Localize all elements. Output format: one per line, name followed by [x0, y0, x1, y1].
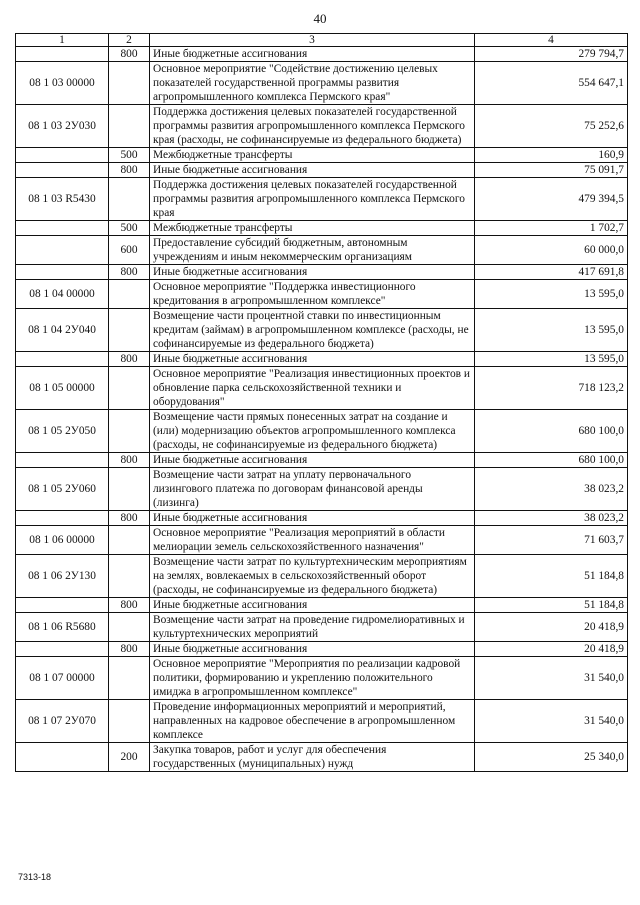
row-amount-cell: 51 184,8	[475, 555, 628, 598]
table-row	[16, 700, 628, 743]
table-row	[16, 367, 628, 410]
row-name-cell: Возмещение части затрат на проведение гидромелиоративных и культуртехнических мероприятий	[150, 613, 475, 642]
row-code-cell: 08 1 07 00000	[16, 657, 109, 700]
row-amount-cell: 51 184,8	[475, 598, 628, 613]
table-row	[16, 453, 628, 468]
row-expense-type-cell: 800	[109, 453, 150, 468]
row-code-cell	[16, 148, 109, 163]
row-code-cell: 08 1 06 00000	[16, 526, 109, 555]
row-name-cell: Возмещение части затрат по культуртехническим мероприятиям на землях, вовлекаемых в сельскохозяйственный оборот (расходы, не софинансируемые из федерального бюджета)	[150, 555, 475, 598]
row-code-cell	[16, 352, 109, 367]
row-expense-type-cell: 500	[109, 148, 150, 163]
row-code-cell	[16, 642, 109, 657]
row-name-cell: Иные бюджетные ассигнования	[150, 47, 475, 62]
table-row	[16, 178, 628, 221]
row-amount-cell: 417 691,8	[475, 265, 628, 280]
table-row	[16, 105, 628, 148]
row-name-cell: Иные бюджетные ассигнования	[150, 511, 475, 526]
row-expense-type-cell: 800	[109, 163, 150, 178]
row-amount-cell: 20 418,9	[475, 642, 628, 657]
table-row	[16, 236, 628, 265]
row-expense-type-cell	[109, 178, 150, 221]
row-name-cell: Основное мероприятие "Реализация инвестиционных проектов и обновление парка сельскохозяйственной техники и оборудования"	[150, 367, 475, 410]
table-row	[16, 613, 628, 642]
row-amount-cell: 25 340,0	[475, 743, 628, 772]
row-name-cell: Межбюджетные трансферты	[150, 148, 475, 163]
column-header: 1	[16, 34, 109, 47]
row-expense-type-cell: 800	[109, 642, 150, 657]
row-expense-type-cell	[109, 555, 150, 598]
row-expense-type-cell	[109, 700, 150, 743]
row-code-cell	[16, 221, 109, 236]
table-row	[16, 410, 628, 453]
row-expense-type-cell: 800	[109, 47, 150, 62]
table-row	[16, 280, 628, 309]
page-number: 40	[313, 11, 327, 26]
row-name-cell: Основное мероприятие "Реализация мероприятий в области мелиорации земель сельскохозяйственного назначения"	[150, 526, 475, 555]
row-code-cell	[16, 47, 109, 62]
row-expense-type-cell	[109, 657, 150, 700]
row-code-cell	[16, 511, 109, 526]
budget-table	[15, 33, 628, 772]
row-code-cell	[16, 743, 109, 772]
row-amount-cell: 31 540,0	[475, 700, 628, 743]
table-row	[16, 352, 628, 367]
column-header: 4	[475, 34, 628, 47]
row-name-cell: Предоставление субсидий бюджетным, автономным учреждениям и иным некоммерческим организациям	[150, 236, 475, 265]
row-code-cell: 08 1 05 2У050	[16, 410, 109, 453]
table-body	[16, 47, 628, 772]
row-code-cell: 08 1 03 00000	[16, 62, 109, 105]
row-amount-cell: 718 123,2	[475, 367, 628, 410]
row-amount-cell: 20 418,9	[475, 613, 628, 642]
row-code-cell	[16, 236, 109, 265]
row-name-cell: Проведение информационных мероприятий и мероприятий, направленных на кадровое обеспечение в агропромышленном комплексе	[150, 700, 475, 743]
row-name-cell: Основное мероприятие "Поддержка инвестиционного кредитования в агропромышленном комплексе"	[150, 280, 475, 309]
row-code-cell	[16, 453, 109, 468]
row-expense-type-cell	[109, 309, 150, 352]
row-expense-type-cell	[109, 62, 150, 105]
row-amount-cell: 31 540,0	[475, 657, 628, 700]
row-code-cell: 08 1 06 R5680	[16, 613, 109, 642]
row-name-cell: Возмещение части процентной ставки по инвестиционным кредитам (займам) в агропромышленном комплексе (расходы, не софинансируемые из федерального бюджета)	[150, 309, 475, 352]
row-code-cell: 08 1 07 2У070	[16, 700, 109, 743]
row-amount-cell: 71 603,7	[475, 526, 628, 555]
table-row	[16, 526, 628, 555]
row-expense-type-cell	[109, 280, 150, 309]
table-row	[16, 309, 628, 352]
row-name-cell: Основное мероприятие "Содействие достижению целевых показателей государственной программы развития агропромышленного комплекса Пермского края"	[150, 62, 475, 105]
table-row	[16, 555, 628, 598]
table-row	[16, 221, 628, 236]
row-name-cell: Иные бюджетные ассигнования	[150, 642, 475, 657]
row-expense-type-cell: 800	[109, 265, 150, 280]
row-code-cell: 08 1 05 00000	[16, 367, 109, 410]
row-amount-cell: 680 100,0	[475, 453, 628, 468]
row-amount-cell: 13 595,0	[475, 280, 628, 309]
table-row	[16, 468, 628, 511]
table-row	[16, 642, 628, 657]
table-row	[16, 62, 628, 105]
row-name-cell: Поддержка достижения целевых показателей государственной программы развития агропромышленного комплекса Пермского края (расходы, не софинансируемые из федерального бюджета)	[150, 105, 475, 148]
row-name-cell: Межбюджетные трансферты	[150, 221, 475, 236]
row-code-cell	[16, 265, 109, 280]
row-name-cell: Закупка товаров, работ и услуг для обеспечения государственных (муниципальных) нужд	[150, 743, 475, 772]
row-code-cell: 08 1 04 2У040	[16, 309, 109, 352]
row-code-cell: 08 1 06 2У130	[16, 555, 109, 598]
row-name-cell: Иные бюджетные ассигнования	[150, 265, 475, 280]
row-expense-type-cell	[109, 526, 150, 555]
row-expense-type-cell: 600	[109, 236, 150, 265]
row-amount-cell: 160,9	[475, 148, 628, 163]
row-expense-type-cell	[109, 105, 150, 148]
row-amount-cell: 60 000,0	[475, 236, 628, 265]
row-code-cell	[16, 598, 109, 613]
row-expense-type-cell: 800	[109, 352, 150, 367]
row-expense-type-cell	[109, 410, 150, 453]
row-expense-type-cell	[109, 367, 150, 410]
row-name-cell: Иные бюджетные ассигнования	[150, 598, 475, 613]
row-amount-cell: 75 252,6	[475, 105, 628, 148]
row-code-cell: 08 1 03 2У030	[16, 105, 109, 148]
table-row	[16, 148, 628, 163]
row-code-cell	[16, 163, 109, 178]
table-row	[16, 511, 628, 526]
row-name-cell: Поддержка достижения целевых показателей государственной программы развития агропромышленного комплекса Пермского края	[150, 178, 475, 221]
row-amount-cell: 554 647,1	[475, 62, 628, 105]
row-name-cell: Возмещение части затрат на уплату первоначального лизингового платежа по договорам финансовой аренды (лизинга)	[150, 468, 475, 511]
table-row	[16, 163, 628, 178]
row-code-cell: 08 1 04 00000	[16, 280, 109, 309]
table-header	[16, 34, 628, 47]
row-amount-cell: 479 394,5	[475, 178, 628, 221]
row-name-cell: Возмещение части прямых понесенных затрат на создание и (или) модернизацию объектов агропромышленного комплекса (расходы, не софинансируемые из федерального бюджета)	[150, 410, 475, 453]
row-name-cell: Иные бюджетные ассигнования	[150, 453, 475, 468]
column-header: 3	[150, 34, 475, 47]
table-row	[16, 657, 628, 700]
table-row	[16, 265, 628, 280]
row-amount-cell: 680 100,0	[475, 410, 628, 453]
row-amount-cell: 13 595,0	[475, 309, 628, 352]
row-expense-type-cell: 800	[109, 598, 150, 613]
row-expense-type-cell	[109, 613, 150, 642]
table-row	[16, 743, 628, 772]
row-expense-type-cell	[109, 468, 150, 511]
document-code: 7313-18	[18, 872, 52, 882]
row-name-cell: Иные бюджетные ассигнования	[150, 352, 475, 367]
row-code-cell: 08 1 03 R5430	[16, 178, 109, 221]
table-row	[16, 47, 628, 62]
row-name-cell: Иные бюджетные ассигнования	[150, 163, 475, 178]
table-row	[16, 598, 628, 613]
row-amount-cell: 38 023,2	[475, 511, 628, 526]
row-expense-type-cell: 800	[109, 511, 150, 526]
row-amount-cell: 75 091,7	[475, 163, 628, 178]
row-amount-cell: 13 595,0	[475, 352, 628, 367]
header-row	[16, 34, 628, 47]
column-header: 2	[109, 34, 150, 47]
row-expense-type-cell: 500	[109, 221, 150, 236]
row-name-cell: Основное мероприятие "Мероприятия по реализации кадровой политики, формированию и укреплению положительного имиджа в агропромышленном комплексе"	[150, 657, 475, 700]
row-amount-cell: 38 023,2	[475, 468, 628, 511]
row-code-cell: 08 1 05 2У060	[16, 468, 109, 511]
row-expense-type-cell: 200	[109, 743, 150, 772]
row-amount-cell: 279 794,7	[475, 47, 628, 62]
row-amount-cell: 1 702,7	[475, 221, 628, 236]
